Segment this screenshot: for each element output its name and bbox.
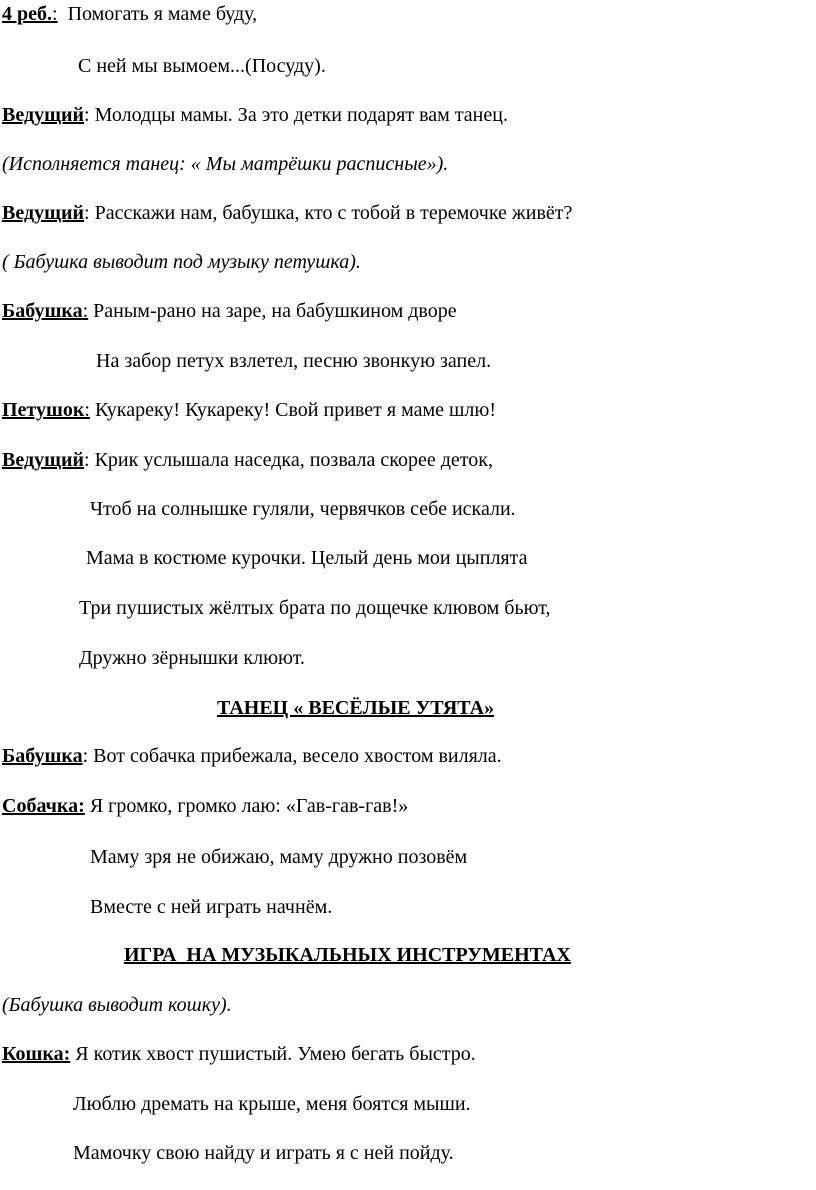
line-text: Раным-рано на заре, на бабушкином дворе xyxy=(88,300,457,322)
verse-line: На забор петух взлетел, песню звонкую запел. xyxy=(96,350,492,372)
line-babushka xyxy=(2,299,457,323)
line-text: Вот собачка прибежала, весело хвостом виляла. xyxy=(88,745,502,767)
speaker-colon: : xyxy=(84,202,90,224)
line-vedushchiy xyxy=(2,103,508,127)
speaker-colon: : xyxy=(82,745,89,767)
line-4reb xyxy=(2,2,257,26)
verse-line: Три пушистых жёлтых брата по дощечке клювом бьют, xyxy=(79,597,551,619)
section-heading-dance: ТАНЕЦ « ВЕСЁЛЫЕ УТЯТА» xyxy=(217,697,495,719)
speaker-name: Ведущий xyxy=(2,202,85,224)
verse-line: Мамочку свою найду и играть я с ней пойду. xyxy=(73,1142,454,1164)
line-text: Я котик хвост пушистый. Умею бегать быстро. xyxy=(70,1043,476,1065)
stage-direction: ( Бабушка выводит под музыку петушка). xyxy=(2,251,361,273)
verse-line: С ней мы вымоем...(Посуду). xyxy=(78,55,326,77)
stage-direction: (Бабушка выводит кошку). xyxy=(2,994,232,1016)
line-text: Кукареку! Кукареку! Свой привет я маме шлю! xyxy=(89,399,496,421)
line-babushka xyxy=(2,744,502,768)
verse-line: Дружно зёрнышки клюют. xyxy=(79,647,305,669)
speaker-name: 4 реб. xyxy=(2,3,52,25)
verse-line: Вместе с ней играть начнём. xyxy=(90,896,333,918)
verse-line: Люблю дремать на крыше, меня боятся мыши. xyxy=(73,1093,471,1115)
line-petushok xyxy=(2,398,496,422)
line-text: Молодцы мамы. За это детки подарят вам танец. xyxy=(89,104,508,126)
verse-line: Мама в костюме курочки. Целый день мои цыплята xyxy=(86,547,528,569)
section-heading-game: ИГРА НА МУЗЫКАЛЬНЫХ ИНСТРУМЕНТАХ xyxy=(124,944,571,966)
speaker-colon: : xyxy=(84,449,90,471)
line-text: Я громко, громко лаю: «Гав-гав-гав!» xyxy=(84,795,409,817)
stage-direction: (Исполняется танец: « Мы матрёшки расписные»). xyxy=(2,153,449,175)
line-text: Помогать я маме буду, xyxy=(57,3,258,25)
speaker-name: Ведущий xyxy=(2,104,85,126)
speaker-name: Бабушка xyxy=(2,745,83,767)
speaker-name: Ведущий xyxy=(2,449,85,471)
speaker-colon: : xyxy=(82,300,89,322)
speaker-name: Петушок xyxy=(2,399,85,421)
line-koshka xyxy=(2,1042,476,1066)
speaker-name: Собачка: xyxy=(2,795,85,817)
verse-line: Чтоб на солнышке гуляли, червячков себе искали. xyxy=(90,498,516,520)
line-text: Крик услышала наседка, позвала скорее деток, xyxy=(89,449,493,471)
line-text: Расскажи нам, бабушка, кто с тобой в теремочке живёт? xyxy=(89,202,573,224)
speaker-name: Бабушка xyxy=(2,300,83,322)
speaker-colon: : xyxy=(84,399,90,421)
line-vedushchiy xyxy=(2,201,572,225)
speaker-name: Кошка: xyxy=(2,1043,71,1065)
line-vedushchiy xyxy=(2,448,493,472)
verse-line: Маму зря не обижаю, маму дружно позовём xyxy=(90,846,468,868)
speaker-colon: : xyxy=(52,3,58,25)
line-sobachka xyxy=(2,794,408,818)
speaker-colon: : xyxy=(84,104,90,126)
